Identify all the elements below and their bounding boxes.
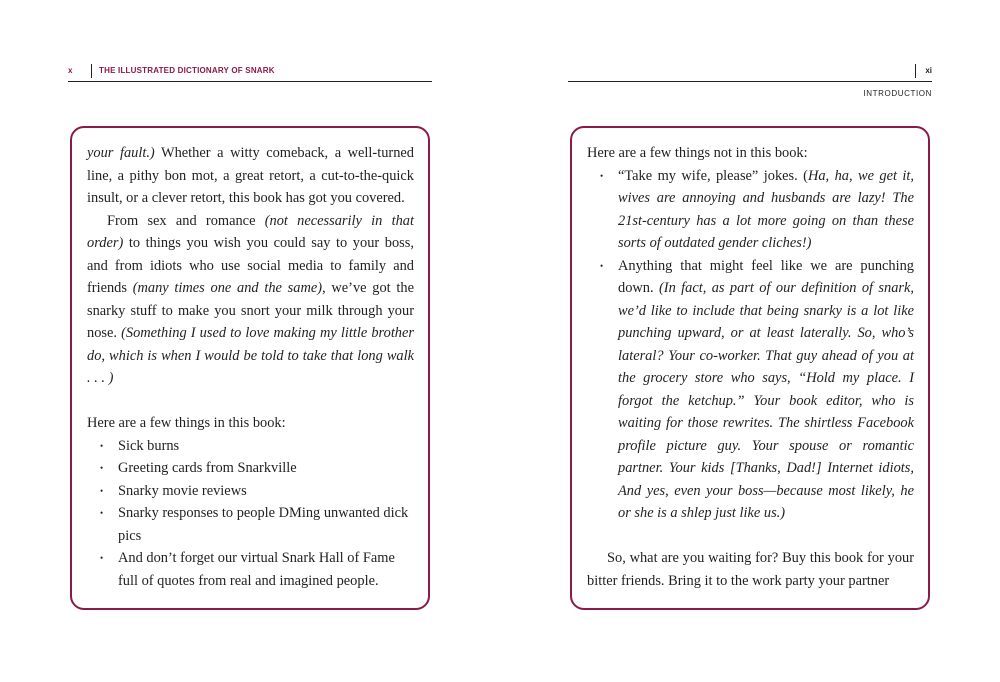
bullet-icon: • bbox=[100, 463, 104, 473]
list-intro-right: Here are a few things not in this book: bbox=[587, 145, 808, 161]
right-page bbox=[500, 0, 1000, 682]
spacer bbox=[587, 525, 914, 548]
header-rule-right bbox=[568, 81, 932, 82]
paragraph-1 bbox=[87, 142, 414, 210]
list-item-text: Snarky movie reviews bbox=[118, 482, 247, 499]
header-divider bbox=[915, 64, 916, 78]
running-header-right bbox=[568, 64, 932, 104]
list-item-text: Sick burns bbox=[118, 437, 180, 454]
item1-italic: Ha, ha, we get it, wives are annoying and husbands are lazy! The 21st-century has a lot more going on than these sorts of outdated gender cliches!) bbox=[618, 167, 914, 251]
para2-text-3: , we’ve got the snarky stuff to make you snort your milk through your nose. bbox=[87, 280, 415, 341]
header-rule-left bbox=[68, 81, 432, 82]
bullet-icon: • bbox=[100, 553, 104, 563]
section-title: INTRODUCTION bbox=[863, 89, 932, 98]
things-in-book-list bbox=[87, 435, 414, 593]
bullet-icon: • bbox=[100, 440, 104, 451]
bullet-icon: • bbox=[100, 485, 104, 496]
para1-italic: your fault.) bbox=[87, 145, 155, 161]
header-divider bbox=[91, 64, 92, 78]
list-item-text: Greeting cards from Snarkville bbox=[118, 460, 297, 476]
para2-text-1: From sex and romance bbox=[107, 212, 265, 229]
list-item bbox=[587, 165, 914, 255]
things-not-in-book-list bbox=[587, 165, 914, 525]
item1-text: “Take my wife, please” jokes. ( bbox=[618, 167, 808, 184]
para1-text: Whether a witty comeback, a well-turned line, a pithy bon mot, a great retort, a cut-to-the-quick insult, or a clever retort, this book has got you covered. bbox=[87, 145, 414, 206]
list-item bbox=[87, 480, 414, 503]
text-frame-right bbox=[570, 126, 930, 610]
para2-italic-2: (many times one and the same) bbox=[132, 280, 323, 296]
closing-paragraph: So, what are you waiting for? Buy this book for your bitter friends. Bring it to the work party your partner bbox=[587, 550, 914, 589]
list-intro-left: Here are a few things in this book: bbox=[87, 415, 286, 431]
spacer bbox=[87, 390, 414, 413]
bullet-icon: • bbox=[600, 170, 604, 181]
text-frame-left bbox=[70, 126, 430, 610]
list-item-text: Snarky responses to people DMing unwanted dick pics bbox=[118, 505, 409, 544]
para2-text-2: to things you wish you could say to your boss, and from idiots who use social media to family and friends bbox=[87, 235, 414, 296]
bullet-icon: • bbox=[600, 260, 604, 271]
list-item-text: And don’t forget our virtual Snark Hall of Fame full of quotes from real and imagined people. bbox=[118, 550, 395, 589]
paragraph-2 bbox=[87, 210, 414, 390]
list-item bbox=[87, 502, 414, 547]
para2-italic-1: (not necessarily in that order) bbox=[87, 212, 414, 251]
item2-italic: (In fact, as part of our definition of snark, we’d like to include that being snarky is a lot like punching upward, or at least laterally. So, who’s lateral? Your co-worker. That guy ahead of you at the grocery store who says, “Hold my place. I forgot the ketchup.” Your book editor, who is waiting for those rewrites. The shirtless Facebook profile picture guy. Your spouse or romantic partner. Your kids [Thanks, Dad!] Internet idiots, And yes, even your boss—because most likely, he or she is a shlep just like us.) bbox=[618, 280, 914, 521]
bullet-icon: • bbox=[100, 508, 104, 518]
list-item bbox=[87, 547, 414, 592]
page-number-left: x bbox=[68, 66, 73, 75]
list-item bbox=[587, 255, 914, 525]
list-item bbox=[87, 435, 414, 458]
running-title: THE ILLUSTRATED DICTIONARY OF SNARK bbox=[99, 66, 275, 75]
item2-text: Anything that might feel like we are punching down. bbox=[618, 257, 914, 296]
list-item bbox=[87, 457, 414, 480]
running-header-left bbox=[68, 64, 432, 84]
para2-italic-3: (Something I used to love making my little brother do, which is when I would be told to take that long walk . . . ) bbox=[87, 325, 414, 386]
page-number-right: xi bbox=[925, 66, 932, 75]
